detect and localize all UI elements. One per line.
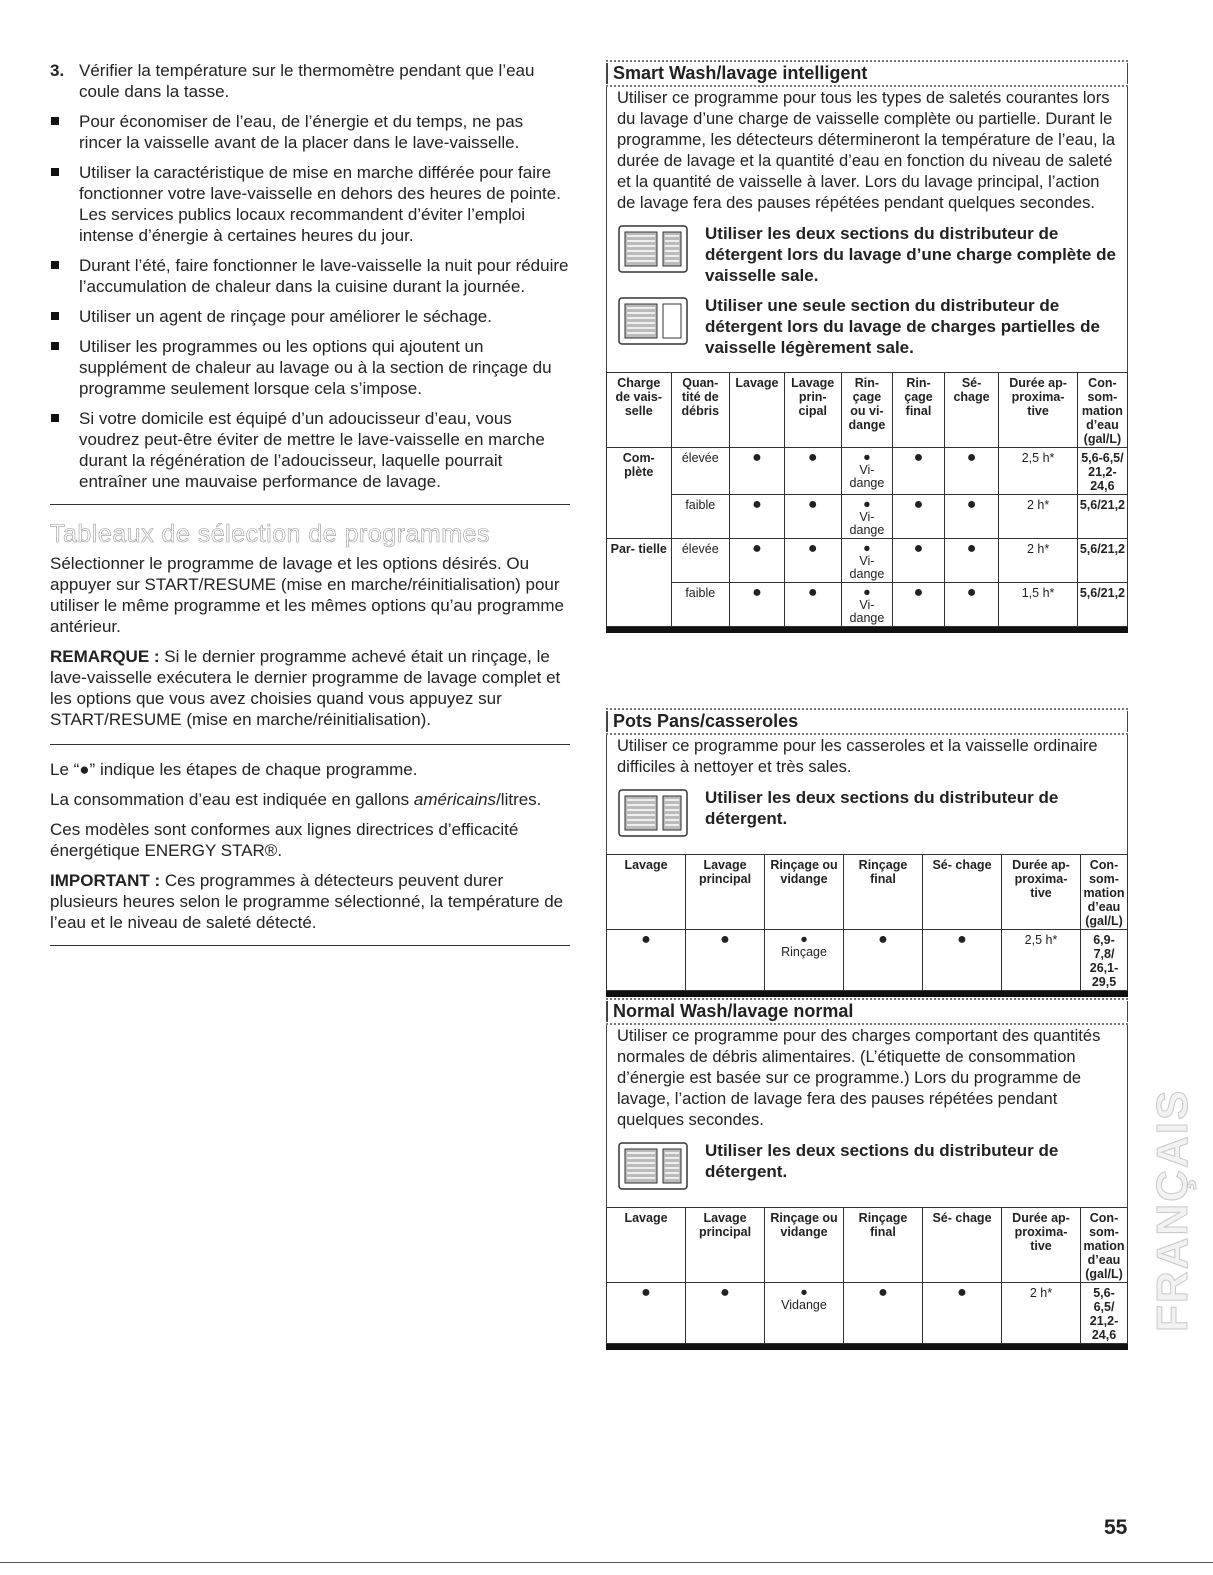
normal-wash-body [606, 1025, 1128, 1207]
important-text: Ces programmes à détecteurs peuvent durer plusieurs heures selon le programme sélectionné, la température de l’eau et le niveau de saleté détecté. [50, 871, 564, 932]
step-dot: ● [923, 1283, 1002, 1344]
section-title: Tableaux de sélection de programmes [50, 520, 490, 548]
column-header: Charge de vais- selle [607, 373, 672, 448]
step-dot: ● [863, 585, 871, 599]
rincage-cell [841, 495, 893, 539]
charge-cell: Com- plète [607, 448, 672, 539]
charge-cell: Par- tielle [607, 539, 672, 627]
smart-wash-section [606, 60, 1128, 633]
table-header-row [607, 1208, 1128, 1283]
debris-cell: faible [671, 583, 730, 627]
intro-paragraph: Sélectionner le programme de lavage et les options désirés. Ou appuyer sur START/RESUME (mise en marche/réinitialisation) pour utiliser le même programme et les mêmes options qu’au programme antérieur. [50, 554, 564, 636]
rincage-cell [841, 448, 893, 495]
normal-wash-header [606, 998, 1128, 1025]
step-dot: ● [686, 1283, 765, 1344]
dispenser-both-icon [617, 222, 689, 276]
smart-wash-description: Utiliser ce programme pour tous les types de saletés courantes lors du lavage d’une charge de vaisselle complète ou partielle. Durant le programme, les détecteurs détermineront la température de l’eau, la durée de lavage et la quantité d’eau en fonction du niveau de saleté et la quantité de vaisselle à laver. Lors du lavage principal, l’action de lavage fera des pauses répétées pendant quelques secondes. [617, 89, 1116, 212]
rincage-cell [841, 583, 893, 627]
rincage-label: Rinçage [781, 945, 827, 959]
dot-note: Le “●” indique les étapes de chaque programme. [50, 760, 418, 779]
column-header: Lavage prin- cipal [784, 373, 841, 448]
vidange-label: Vi- dange [849, 463, 885, 490]
duration-cell: 2 h* [1002, 1283, 1081, 1344]
duration-cell: 2,5 h* [999, 448, 1077, 495]
step-dot: ● [944, 583, 999, 627]
step-dot: ● [893, 495, 944, 539]
consumption-text: La consommation d’eau est indiquée en gallons [50, 790, 414, 809]
step-dot: ● [800, 1285, 808, 1299]
smart-wash-header [606, 60, 1128, 87]
step-dot: ● [893, 539, 944, 583]
column-header: Rinçage ou vidange [765, 1208, 844, 1283]
column-header: Con- som- mation d’eau (gal/L) [1081, 855, 1128, 930]
consumption-cell: 5,6-6,5/ 21,2-24,6 [1077, 448, 1127, 495]
column-header: Durée ap- proxima- tive [1002, 1208, 1081, 1283]
step-dot: ● [607, 930, 686, 991]
step-text: Vérifier la température sur le thermomètre pendant que l’eau coule dans la tasse. [79, 61, 535, 101]
table-row [607, 583, 1128, 627]
step-number: 3. [50, 61, 65, 80]
rincage-cell [765, 1283, 844, 1344]
duration-cell: 2 h* [999, 495, 1077, 539]
detergent-note-partial [617, 294, 1121, 358]
normal-wash-section [606, 998, 1128, 1350]
important-label: IMPORTANT : [50, 871, 161, 890]
important-paragraph [50, 870, 570, 933]
consumption-emphasis: américains [413, 790, 497, 809]
step-dot: ● [784, 539, 841, 583]
list-item: Utiliser la caractéristique de mise en marche différée pour faire fonctionner votre lave-vaisselle en dehors des heures de pointe. Les services publics locaux recommandent d’éviter l’emploi intense d’énergie à certaines heures du jour. [50, 162, 570, 246]
step-dot: ● [607, 1283, 686, 1344]
duration-cell: 2 h* [999, 539, 1077, 583]
detergent-note-text: Utiliser une seule section du distributeur de détergent lors du lavage de charges partielles de vaisselle légèrement sale. [705, 296, 1100, 357]
column-header: Lavage principal [686, 1208, 765, 1283]
table-row [607, 495, 1128, 539]
column-header: Rinçage final [844, 1208, 923, 1283]
debris-cell: élevée [671, 448, 730, 495]
dispenser-both-icon [617, 786, 689, 840]
list-item: Utiliser les programmes ou les options qui ajoutent un supplément de chaleur au lavage ou à la section de rinçage du programme seulement lorsque cela s’impose. [50, 336, 570, 399]
table-row [607, 930, 1128, 991]
normal-wash-table [606, 1207, 1128, 1344]
column-header: Lavage [607, 1208, 686, 1283]
smart-wash-table [606, 372, 1128, 627]
step-dot: ● [863, 497, 871, 511]
normal-wash-table-wrap [606, 1207, 1128, 1350]
step-dot: ● [863, 450, 871, 464]
table-header-row [607, 373, 1128, 448]
column-header: Rinçage ou vidange [765, 855, 844, 930]
list-item: Utiliser un agent de rinçage pour améliorer le séchage. [50, 306, 570, 327]
vidange-label: Vi- dange [849, 598, 885, 625]
list-item: Pour économiser de l’eau, de l’énergie et du temps, ne pas rincer la vaisselle avant de la placer dans le lave-vaisselle. [50, 111, 570, 153]
column-header: Con- som- mation d’eau (gal/L) [1077, 373, 1127, 448]
consumption-note [50, 789, 570, 810]
step-dot: ● [784, 583, 841, 627]
energy-star-note: Ces modèles sont conformes aux lignes directrices d’efficacité énergétique ENERGY STAR®. [50, 820, 519, 860]
table-row [607, 1283, 1128, 1344]
detergent-note [617, 1139, 1121, 1193]
smart-wash-body [606, 87, 1128, 372]
debris-cell: faible [671, 495, 730, 539]
column-header: Rin- çage final [893, 373, 944, 448]
step-dot: ● [944, 495, 999, 539]
step-3 [50, 60, 570, 102]
step-dot: ● [730, 539, 785, 583]
vidange-label: Vi- dange [849, 510, 885, 537]
step-dot: ● [944, 539, 999, 583]
smart-wash-title: Smart Wash/lavage intelligent [613, 63, 868, 83]
pots-pans-table-wrap [606, 854, 1128, 997]
column-header: Lavage [607, 855, 686, 930]
table-row [607, 448, 1128, 495]
remarque-label: REMARQUE : [50, 647, 160, 666]
step-dot: ● [844, 1283, 923, 1344]
normal-wash-description: Utiliser ce programme pour des charges comportant des quantités normales de débris alimentaires. (L’étiquette de consommation d’énergie est basée sur ce programme.) Lors du programme de lavage, l’action de lavage fera des pauses répétées pendant quelques secondes. [617, 1027, 1101, 1129]
step-dot: ● [893, 583, 944, 627]
step-dot: ● [800, 932, 808, 946]
rincage-cell [841, 539, 893, 583]
step-dot: ● [784, 448, 841, 495]
smart-wash-table-wrap [606, 372, 1128, 633]
consumption-cell: 5,6/21,2 [1077, 583, 1127, 627]
column-header: Quan- tité de débris [671, 373, 730, 448]
step-dot: ● [923, 930, 1002, 991]
pots-pans-header [606, 708, 1128, 735]
step-dot: ● [784, 495, 841, 539]
step-dot: ● [944, 448, 999, 495]
column-header: Lavage [730, 373, 785, 448]
list-item: Si votre domicile est équipé d’un adoucisseur d’eau, vous voudrez peut-être éviter de mettre le lave-vaisselle en marche durant la régénération de l’adoucisseur, laquelle pourrait entraîner une mauvaise performance de lavage. [50, 408, 570, 492]
column-header: Con- som- mation d’eau (gal/L) [1081, 1208, 1128, 1283]
step-dot: ● [863, 541, 871, 555]
divider [50, 504, 570, 505]
column-header: Sé- chage [923, 855, 1002, 930]
detergent-note-full [617, 222, 1121, 286]
divider [50, 744, 570, 745]
detergent-note-text: Utiliser les deux sections du distributeur de détergent lors du lavage d’une charge complète de vaisselle sale. [705, 224, 1116, 285]
consumption-cell: 5,6-6,5/ 21,2-24,6 [1081, 1283, 1128, 1344]
column-header: Rin- çage ou vi- dange [841, 373, 893, 448]
vidange-label: Vi- dange [849, 554, 885, 581]
vidange-label: Vidange [781, 1298, 827, 1312]
column-header: Sé- chage [944, 373, 999, 448]
list-item: Durant l’été, faire fonctionner le lave-vaisselle la nuit pour réduire l’accumulation de chaleur dans la cuisine durant la journée. [50, 255, 570, 297]
column-header: Durée ap- proxima- tive [999, 373, 1077, 448]
detergent-note-text: Utiliser les deux sections du distributeur de détergent. [705, 788, 1059, 828]
pots-pans-body [606, 735, 1128, 854]
duration-cell: 2,5 h* [1002, 930, 1081, 991]
normal-wash-title: Normal Wash/lavage normal [613, 1001, 854, 1021]
left-column [50, 60, 570, 946]
step-dot: ● [893, 448, 944, 495]
column-header: Sé- chage [923, 1208, 1002, 1283]
detergent-note-text: Utiliser les deux sections du distributeur de détergent. [705, 1141, 1059, 1181]
tips-list [50, 111, 570, 492]
step-dot: ● [686, 930, 765, 991]
consumption-unit: /litres. [496, 790, 542, 809]
language-side-tab: FRANÇAIS [1148, 1088, 1197, 1332]
consumption-cell: 5,6/21,2 [1077, 539, 1127, 583]
column-header: Lavage principal [686, 855, 765, 930]
pots-pans-title: Pots Pans/casseroles [613, 711, 799, 731]
consumption-cell: 6,9-7,8/ 26,1-29,5 [1081, 930, 1128, 991]
divider [50, 945, 570, 946]
detergent-note [617, 786, 1121, 840]
duration-cell: 1,5 h* [999, 583, 1077, 627]
step-dot: ● [730, 448, 785, 495]
step-dot: ● [730, 495, 785, 539]
remarque-paragraph [50, 646, 570, 730]
dispenser-single-icon [617, 294, 689, 348]
pots-pans-description: Utiliser ce programme pour les casseroles et la vaisselle ordinaire difficiles à nettoyer et très sales. [617, 737, 1098, 776]
debris-cell: élevée [671, 539, 730, 583]
consumption-cell: 5,6/21,2 [1077, 495, 1127, 539]
step-dot: ● [844, 930, 923, 991]
pots-pans-table [606, 854, 1128, 991]
remarque-text: Si le dernier programme achevé était un rinçage, le lave-vaisselle exécutera le dernier programme de lavage complet et les options que vous avez choisies quand vous appuyez sur START/RESUME (mise en marche/réinitialisation). [50, 647, 561, 729]
column-header: Rinçage final [844, 855, 923, 930]
pots-pans-section [606, 708, 1128, 997]
column-header: Durée ap- proxima- tive [1002, 855, 1081, 930]
step-dot: ● [730, 583, 785, 627]
rincage-cell [765, 930, 844, 991]
footer-rule [0, 1562, 1213, 1563]
table-row [607, 539, 1128, 583]
page-number: 55 [1104, 1516, 1128, 1539]
dispenser-both-icon [617, 1139, 689, 1193]
table-header-row [607, 855, 1128, 930]
